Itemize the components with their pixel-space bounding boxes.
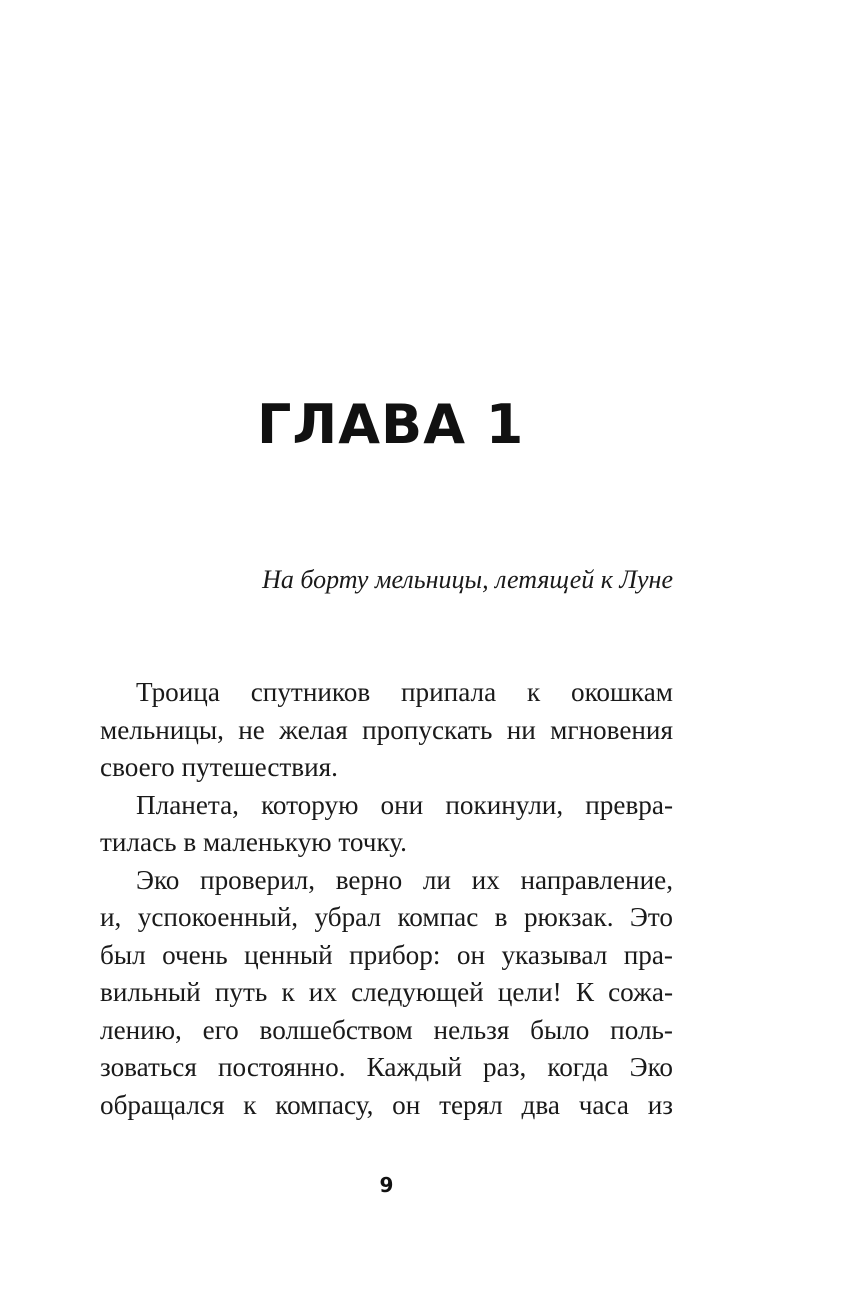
text-line: был очень ценный прибор: он указывал пра- [100,939,673,970]
text-line: своего путешествия. [100,752,338,782]
text-line: тилась в маленькую точку. [100,827,407,857]
body-text [100,674,673,1124]
text-line: Троица спутников припала к окошкам [136,677,673,707]
chapter-epigraph: На борту мельницы, летящей к Луне [262,565,673,594]
chapter-title: ГЛАВА 1 [257,393,525,456]
text-line: Эко проверил, верно ли их направление, [136,864,673,895]
text-line: лению, его волшебством нельзя было поль- [100,1014,673,1045]
text-line: Планета, которую они покинули, превра- [136,789,673,820]
text-line: зоваться постоянно. Каждый раз, когда Эко [100,1052,673,1082]
text-line: мельницы, не желая пропускать ни мгновения [100,714,673,745]
text-line: вильный путь к их следующей цели! К сожа- [100,977,673,1007]
text-line: и, успокоенный, убрал компас в рюкзак. Это [100,902,673,932]
page-number: 9 [379,1173,394,1197]
text-line: обращался к компасу, он терял два часа из [100,1089,673,1120]
